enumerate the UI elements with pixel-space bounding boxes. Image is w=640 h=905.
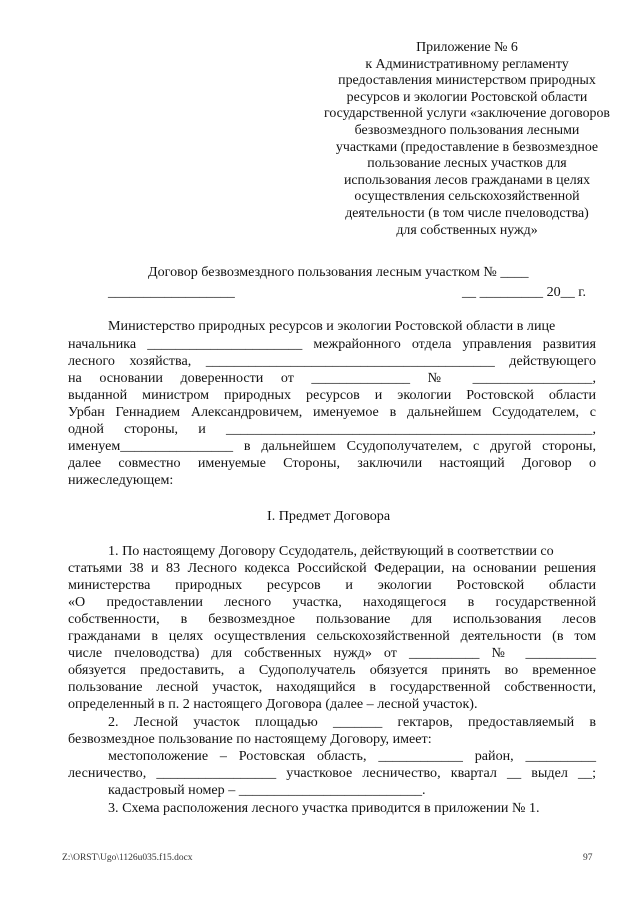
header-line: для собственных нужд» [396, 222, 538, 238]
para2-line: лесничество, _________________ участковое лесничество, квартал __ выдел __; [68, 765, 596, 781]
para2-line: кадастровый номер – __________________________. [108, 782, 426, 798]
preamble-line: одной стороны, и ____________________________________________________, [68, 421, 596, 437]
contract-title: Договор безвозмездного пользования лесным участком № ____ [148, 264, 529, 280]
header-line: деятельности (в том числе пчеловодства) [345, 205, 589, 221]
preamble-line: Урбан Геннадием Александровичем, именуемое в дальнейшем Ссудодателем, с [68, 404, 596, 420]
para1-line: министерства природных ресурсов и экологии Ростовской области [68, 577, 596, 593]
section-heading: I. Предмет Договора [267, 508, 391, 524]
para2-line: местоположение – Ростовская область, ____________ район, __________ [108, 748, 596, 764]
para1-line: гражданами в целях осуществления сельскохозяйственной деятельности (в том [68, 628, 596, 644]
header-line: использования лесов гражданами в целях [343, 172, 591, 188]
header-line: к Административному регламенту [365, 56, 569, 72]
para1-line: «О предоставлении лесного участка, находящегося в государственной [68, 594, 596, 610]
preamble-line: выданной министром природных ресурсов и экологии Ростовской области [68, 387, 596, 403]
para2-line: 2. Лесной участок площадью _______ гектаров, предоставляемый в [108, 714, 596, 730]
header-line: безвозмездного пользования лесными [354, 122, 580, 138]
para1-line: собственности, в безвозмездное пользование для использования лесов [68, 611, 596, 627]
header-line: предоставления министерством природных [338, 73, 596, 89]
preamble-line: нижеследующем: [68, 472, 174, 488]
preamble-line: именуем________________ в дальнейшем Ссудополучателем, с другой стороны, [68, 438, 596, 454]
contract-date: __ _________ 20__ г. [462, 284, 586, 300]
para1-line: числе пчеловодства) для собственных нужд» от __________ № __________ [68, 645, 596, 661]
preamble-line: лесного хозяйства, _________________________________________ действующего [68, 353, 596, 369]
para1-line: обязуется предоставить, а Судополучатель обязуется принять во временное [68, 662, 596, 678]
header-line: осуществления сельскохозяйственной [354, 189, 580, 205]
para1-line: статьями 38 и 83 Лесного кодекса Российской Федерации, на основании решения [68, 560, 596, 576]
preamble-line: Министерство природных ресурсов и экологии Ростовской области в лице [108, 318, 556, 334]
header-line: государственной услуги «заключение договоров [323, 106, 610, 122]
para1-line: пользование лесной участок, находящийся в государственной собственности, [68, 679, 596, 695]
header-line: ресурсов и экологии Ростовской области [346, 89, 588, 105]
para1-line: определенный в п. 2 настоящего Договора (далее – лесной участок). [68, 696, 478, 712]
appendix-header [300, 40, 634, 239]
footer-page-number: 97 [583, 853, 593, 863]
header-line: Приложение № 6 [416, 40, 518, 55]
para3-line: 3. Схема расположения лесного участка приводится в приложении № 1. [108, 800, 540, 816]
para1-line: 1. По настоящему Договору Ссудодатель, действующий в соответствии со [108, 543, 554, 559]
preamble-line: далее совместно именуемые Стороны, заключили настоящий Договор о [68, 455, 596, 471]
contract-place-blank: __________________ [108, 284, 235, 300]
preamble-line: на основании доверенности от ______________ № _________________, [68, 370, 596, 386]
header-line: пользование лесных участков для [367, 156, 567, 172]
footer-file-path: Z:\ORST\Ugo\1126u035.f15.docx [62, 853, 193, 863]
para2-line: безвозмездное пользование по настоящему Договору, имеет: [68, 731, 432, 747]
header-line: участками (предоставление в безвозмездное [335, 139, 599, 155]
preamble-line: начальника ______________________ межрайонного отдела управления развития [68, 336, 596, 352]
